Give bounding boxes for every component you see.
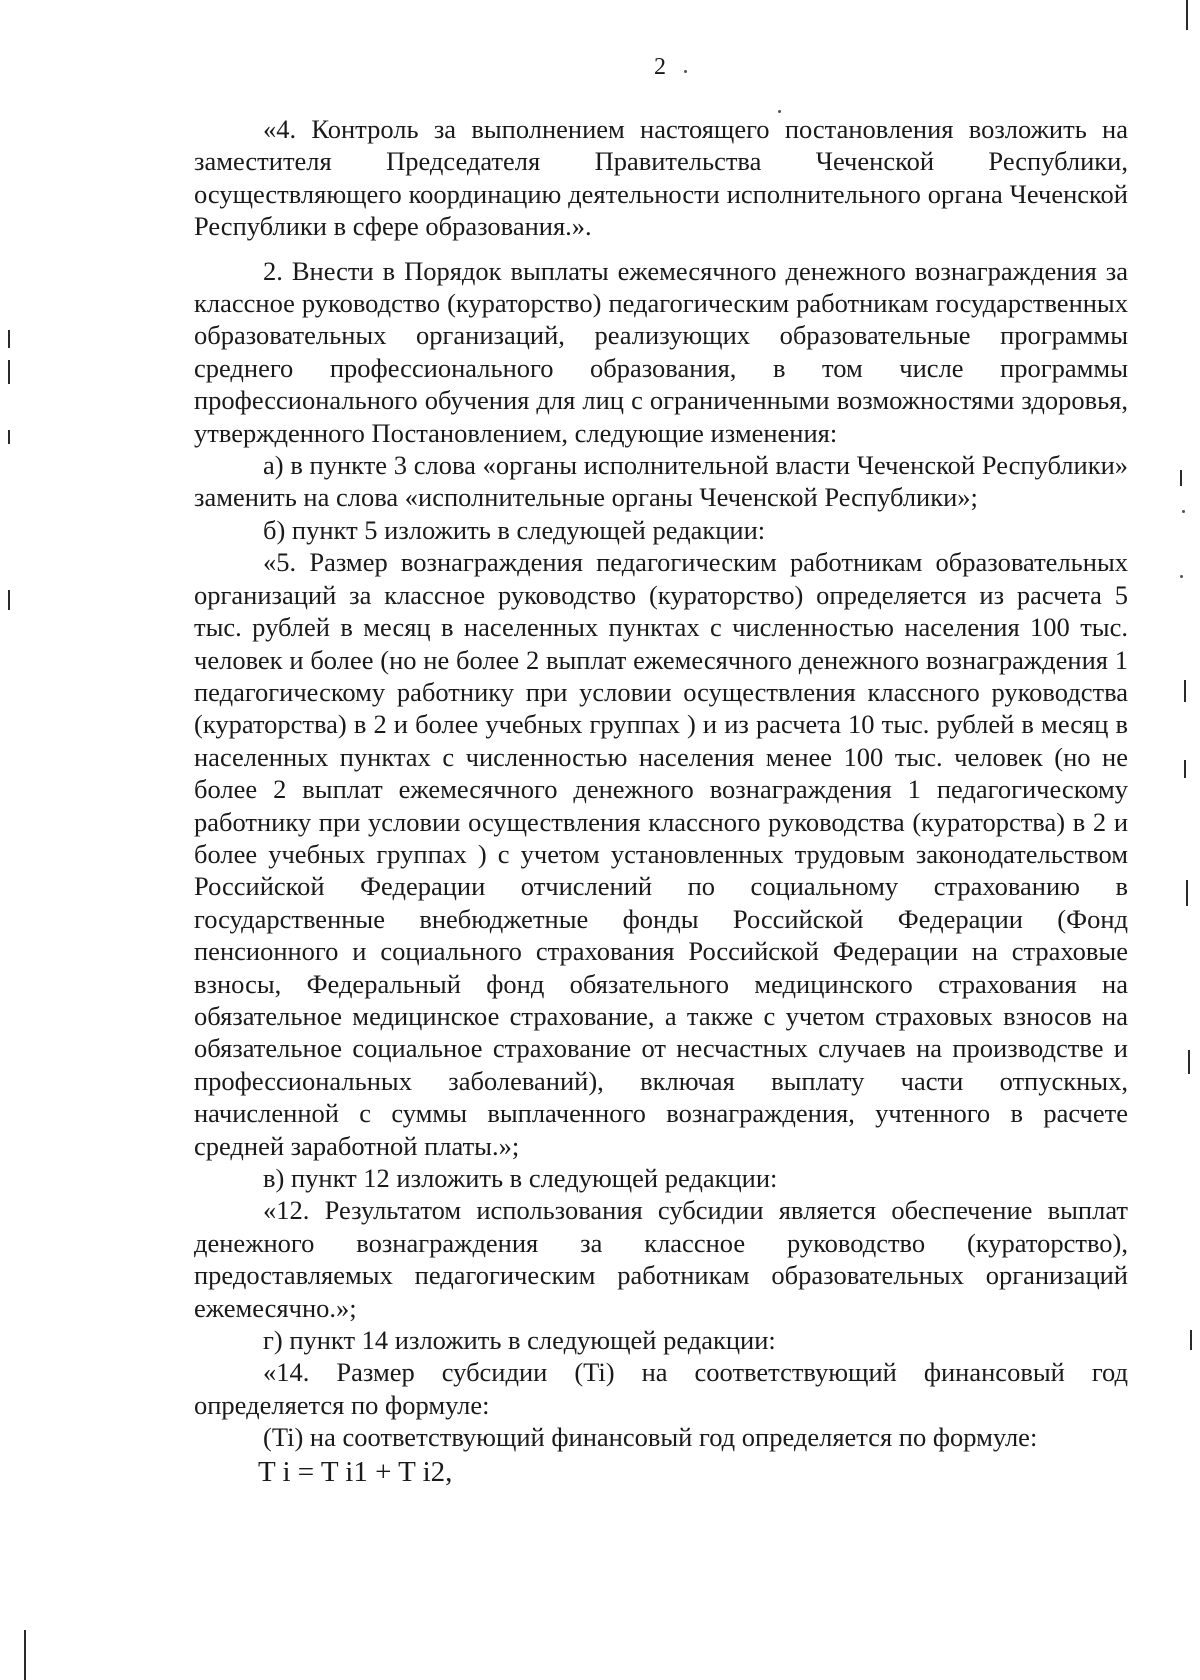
scan-edge-mark	[1186, 880, 1188, 906]
scan-edge-mark	[24, 1630, 26, 1680]
paragraph-subitem-g: г) пункт 14 изложить в следующей редакции:	[263, 1325, 776, 1356]
scan-edge-mark	[8, 430, 10, 444]
paragraph-formula-intro: (Ti) на соответствующий финансовый год определяется по формуле:	[263, 1422, 1038, 1453]
scan-dust-dot	[1180, 575, 1183, 578]
paragraph-subitem-b: б) пункт 5 изложить в следующей редакции:	[263, 514, 766, 545]
page-number: 2	[654, 54, 666, 80]
paragraph-point-14: «14. Размер субсидии (Ti) на соответствующий финансовый год определяется по формуле:	[194, 1357, 1128, 1420]
scan-dust-dot	[1182, 510, 1185, 513]
scan-edge-mark	[1190, 1330, 1192, 1350]
formula: T i = T i1 + T i2,	[258, 1455, 453, 1488]
paragraph-subitem-a: а) в пункте 3 слова «органы исполнительной власти Чеченской Республики» заменить на слова «исполнительные органы Чеченской Республики»;	[194, 450, 1128, 513]
scan-edge-mark	[8, 590, 10, 610]
paragraph-item-2: 2. Внести в Порядок выплаты ежемесячного денежного вознаграждения за классное руководство (кураторство) педагогическим работникам государственных образовательных организаций, реализующих образовательные программы среднего профессионального образования, в том числе программы профессионального обучения для лиц с ограниченными возможностями здоровья, утвержденного Постановлением, следующие изменения:	[194, 255, 1128, 448]
scan-dust-dot	[684, 70, 687, 73]
scan-edge-mark	[1188, 1050, 1190, 1074]
scan-edge-mark	[1184, 680, 1186, 702]
scan-edge-mark	[8, 330, 10, 348]
paragraph-point-5: «5. Размер вознаграждения педагогическим работникам образовательных организаций за классное руководство (кураторство) определяется из расчета 5 тыс. рублей в месяц в населенных пунктах с численностью населения 100 тыс. человек и более (но не более 2 выплат ежемесячного денежного вознаграждения 1 педагогическому работнику при условии осуществления классного руководства (кураторства) в 2 и более учебных группах ) и из расчета 10 тыс. рублей в месяц в населенных пунктах с численностью населения менее 100 тыс. человек (но не более 2 выплат ежемесячного денежного вознаграждения 1 педагогическому работнику при условии осуществления классного руководства (кураторства) в 2 и более учебных группах ) с учетом установленных трудовым законодательством Российской Федерации отчислений по социальному страхованию в государственные внебюджетные фонды Российской Федерации (Фонд пенсионного и социального страхования Российской Федерации на страховые взносы, Федеральный фонд обязательного медицинского страхования на обязательное медицинское страхование, а также с учетом страховых взносов на обязательное социальное страхование от несчастных случаев на производстве и профессиональных заболеваний), включая выплату части отпускных, начисленной с суммы выплаченного вознаграждения, учтенного в расчете средней заработной платы.»;	[194, 547, 1128, 1161]
scan-edge-mark	[1180, 470, 1182, 486]
document-body	[194, 113, 1128, 1490]
paragraph-point-12: «12. Результатом использования субсидии является обеспечение выплат денежного вознаграждения за классное руководство (кураторство), предоставляемых педагогическим работникам образовательных организаций ежемесячно.»;	[194, 1195, 1128, 1323]
scan-edge-mark	[1186, 0, 1188, 30]
scan-edge-mark	[8, 360, 10, 384]
scan-edge-mark	[1184, 760, 1186, 778]
paragraph-subitem-v: в) пункт 12 изложить в следующей редакции:	[263, 1163, 778, 1193]
scan-dust-dot	[778, 110, 781, 113]
paragraph-control: «4. Контроль за выполнением настоящего постановления возложить на заместителя Председателя Правительства Чеченской Республики, осуществляющего координацию деятельности исполнительного органа Чеченской Республики в сфере образования.».	[194, 114, 1128, 242]
